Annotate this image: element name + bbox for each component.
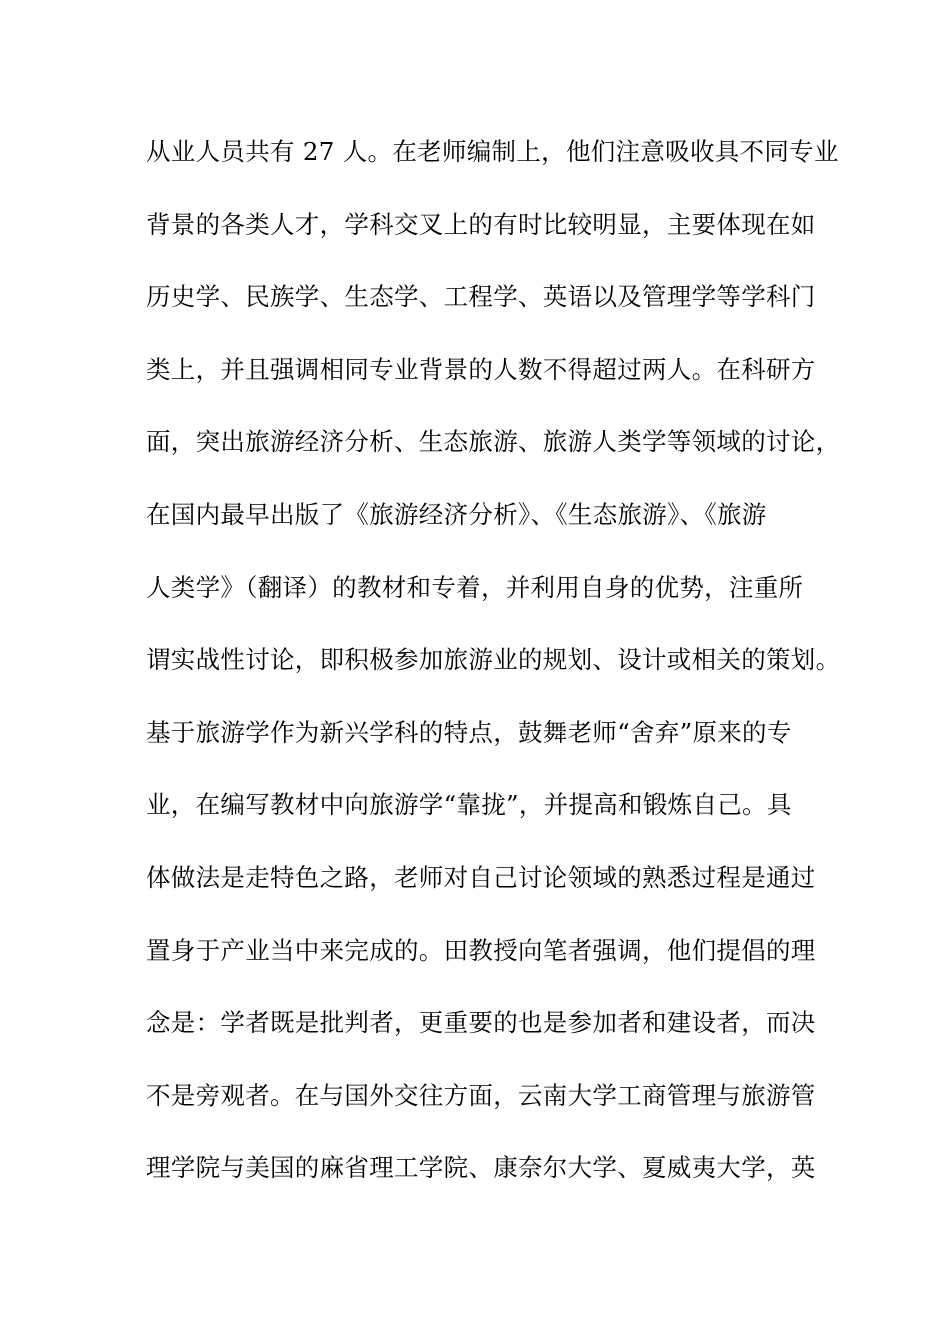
text-line: 从业人员共有 27 人。在老师编制上，他们注意吸收具不同专业 [146,137,839,166]
text-line: 理学院与美国的麻省理工学院、康奈尔大学、夏威夷大学，英 [146,1153,816,1183]
text-line: 背景的各类人才，学科交叉上的有时比较明显，主要体现在如 [146,209,816,239]
text-line: 业，在编写教材中向旅游学“靠拢”，并提高和锻炼自己。具 [146,790,792,820]
text-line: 置身于产业当中来完成的。田教授向笔者强调，他们提倡的理 [146,935,816,965]
body-paragraph [146,128,841,1217]
text-line: 人类学》（翻译）的教材和专着，并利用自身的优势，注重所 [146,572,804,602]
text-line: 面，突出旅游经济分析、生态旅游、旅游人类学等领域的讨论， [146,427,841,457]
text-line: 基于旅游学作为新兴学科的特点，鼓舞老师“舍弃”原来的专 [146,717,792,747]
text-line: 体做法是走特色之路，老师对自己讨论领域的熟悉过程是通过 [146,862,816,892]
text-line: 历史学、民族学、生态学、工程学、英语以及管理学等学科门 [146,282,816,312]
text-line: 不是旁观者。在与国外交往方面，云南大学工商管理与旅游管 [146,1080,816,1110]
text-line: 类上，并且强调相同专业背景的人数不得超过两人。在科研方 [146,354,816,384]
text-line: 谓实战性讨论，即积极参加旅游业的规划、设计或相关的策划。 [146,645,841,675]
text-line: 念是：学者既是批判者，更重要的也是参加者和建设者，而决 [146,1008,816,1038]
text-line: 在国内最早出版了《旅游经济分析》、《生态旅游》、《旅游 [146,499,767,529]
